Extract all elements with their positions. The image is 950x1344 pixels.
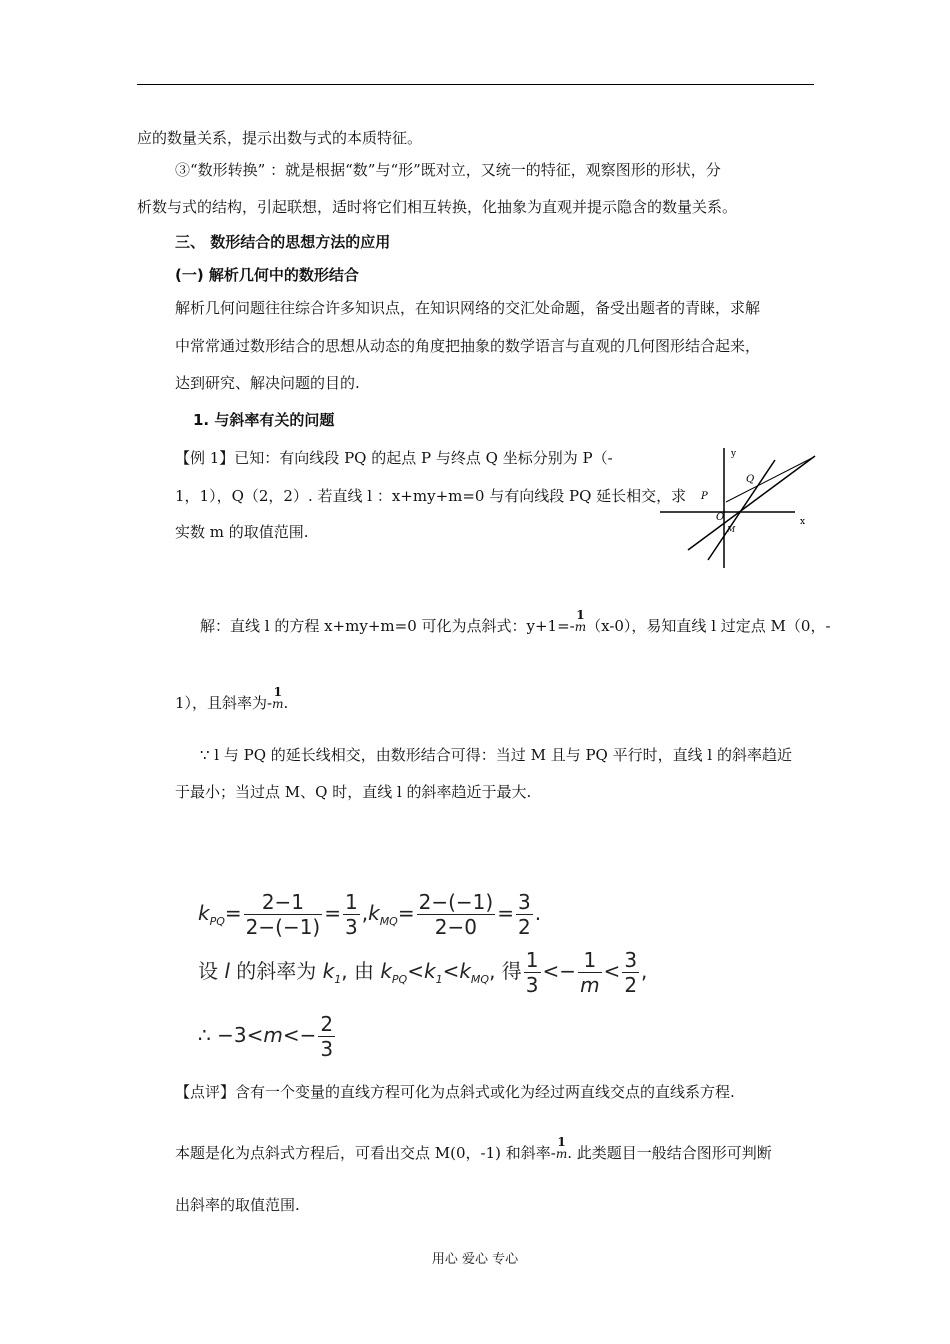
page-footer: 用心 爱心 专心 bbox=[431, 1252, 519, 1267]
solution-line bbox=[200, 608, 831, 639]
formula-row-1: $k_{PQ}=$ $\frac{2-1}{2-(-1)}$ = $\frac{1}{3}$ $,k_{MQ}=$ $\frac{2-(-1)}{2-0}$ = $\frac{3}{2}$ . bbox=[198, 890, 542, 939]
solution-line: ∵ l 与 PQ 的延长线相交，由数形结合可得：当过 M 且与 PQ 平行时，直线 l 的斜率趋近 bbox=[200, 746, 792, 764]
text-line: 析数与式的结构，引起联想，适时将它们相互转换，化抽象为直观并提示隐含的数量关系。 bbox=[137, 198, 738, 216]
solution-line: 1），且斜率为- 1 m . bbox=[175, 685, 289, 712]
line-pq bbox=[688, 456, 815, 550]
coordinate-figure bbox=[660, 440, 820, 570]
text-line: ③“数形转换” ：就是根据“数”与“形”既对立，又统一的特征，观察图形的形状，分 bbox=[175, 161, 721, 179]
header-rule bbox=[137, 84, 814, 85]
text-line: 解析几何问题往往综合许多知识点，在知识网络的交汇处命题，备受出题者的青睐，求解 bbox=[175, 299, 761, 317]
solution-text: 1），且斜率为- bbox=[175, 694, 273, 712]
point-m-label: M bbox=[727, 525, 736, 534]
point-p-label: P bbox=[701, 491, 708, 502]
solution-text: （x-0），易知直线 l 过定点 M（0，- bbox=[586, 617, 831, 635]
formula-row-2: 设 l 的斜率为 $k_1$, 由 $k_{PQ}<k_1<k_{MQ}$, 得 $\frac{1}{3}$ <− $\frac{1}{m}$ < $\frac{3}{2}$ , bbox=[198, 948, 648, 997]
topic-heading: 1. 与斜率有关的问题 bbox=[193, 411, 335, 429]
point-q-label: Q bbox=[746, 474, 755, 485]
example-line: 1，1），Q（2，2）. 若直线 l ：x+my+m=0 与有向线段 PQ 延长相交，求 bbox=[175, 487, 687, 505]
review-line: 出斜率的取值范围. bbox=[175, 1196, 300, 1214]
fraction: 1 m bbox=[272, 685, 284, 711]
origin-label: O bbox=[716, 512, 725, 523]
fraction: 1 m bbox=[555, 1135, 568, 1161]
solution-text: 解：直线 l 的方程 x+my+m=0 可化为点斜式：y+1=- bbox=[200, 617, 575, 635]
solution-line: 于最小；当过点 M、Q 时，直线 l 的斜率趋近于最大. bbox=[175, 783, 532, 801]
y-axis-label: y bbox=[731, 449, 737, 459]
example-line: 【例 1】已知：有向线段 PQ 的起点 P 与终点 Q 坐标分别为 P（- bbox=[175, 449, 613, 467]
formula-row-3: ∴ −3<m<− $\frac{2}{3}$ bbox=[198, 1012, 334, 1061]
review-line: 【点评】含有一个变量的直线方程可化为点斜式或化为经过两直线交点的直线系方程. bbox=[175, 1083, 735, 1101]
text-line: 中常常通过数形结合的思想从动态的角度把抽象的数学语言与直观的几何图形结合起来， bbox=[175, 337, 761, 355]
example-line: 实数 m 的取值范围. bbox=[175, 523, 309, 541]
x-axis-label: x bbox=[800, 517, 806, 527]
line-l2 bbox=[726, 458, 812, 502]
fraction: 1 m bbox=[574, 608, 587, 634]
section-heading: 三、 数形结合的思想方法的应用 bbox=[175, 233, 391, 251]
review-line: 本题是化为点斜式方程后，可看出交点 M(0，-1) 和斜率- 1 m . 此类题目一般结合图形可判断 bbox=[175, 1135, 772, 1162]
text-line: 应的数量关系，提示出数与式的本质特征。 bbox=[137, 129, 423, 147]
text-line: 达到研究、解决问题的目的. bbox=[175, 374, 360, 392]
line-l bbox=[708, 460, 775, 560]
subsection-heading: (一) 解析几何中的数形结合 bbox=[175, 266, 359, 284]
